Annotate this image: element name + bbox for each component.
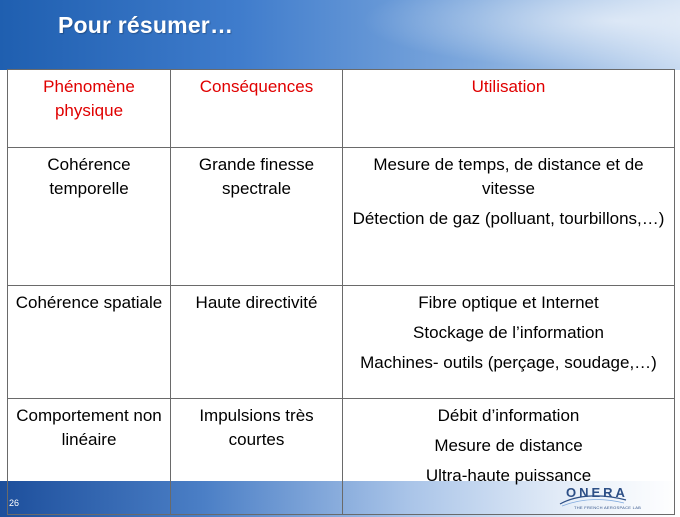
utilisation-item: Débit d’information [437, 406, 580, 425]
cell-utilisation [343, 286, 675, 399]
table-header-row [8, 70, 675, 148]
logo-wordmark: ONERA [566, 485, 628, 500]
utilisation-item: Détection de gaz (polluant, tourbillons,…) [352, 209, 665, 228]
cell-utilisation [343, 148, 675, 286]
table-row [8, 286, 675, 399]
cell-consequence: Impulsions très courtes [171, 399, 343, 515]
utilisation-item: Ultra-haute puissance [425, 466, 592, 485]
summary-table [7, 69, 675, 515]
slide-number: 26 [9, 498, 20, 508]
page-title: Pour résumer… [58, 12, 234, 38]
logo-tagline: THE FRENCH AEROSPACE LAB [574, 505, 642, 510]
cell-utilisation [343, 399, 675, 515]
title-band-glow [360, 0, 680, 70]
utilisation-item: Mesure de temps, de distance et de vitesse [373, 155, 644, 198]
cell-consequence: Grande finesse spectrale [171, 148, 343, 286]
utilisation-item: Machines- outils (perçage, soudage,…) [360, 353, 657, 372]
cell-phenomene: Cohérence spatiale [8, 286, 171, 399]
cell-phenomene: Comportement non linéaire [8, 399, 171, 515]
utilisation-item: Stockage de l’information [413, 323, 604, 342]
table-row [8, 399, 675, 515]
header-consequences: Conséquences [171, 70, 343, 148]
utilisation-item: Mesure de distance [434, 436, 583, 455]
cell-consequence: Haute directivité [171, 286, 343, 399]
title-band [0, 0, 680, 70]
utilisation-item: Fibre optique et Internet [418, 293, 599, 312]
header-utilisation: Utilisation [343, 70, 675, 148]
header-phenomene: Phénomène physique [8, 70, 171, 148]
cell-phenomene: Cohérence temporelle [8, 148, 171, 286]
table-row [8, 148, 675, 286]
